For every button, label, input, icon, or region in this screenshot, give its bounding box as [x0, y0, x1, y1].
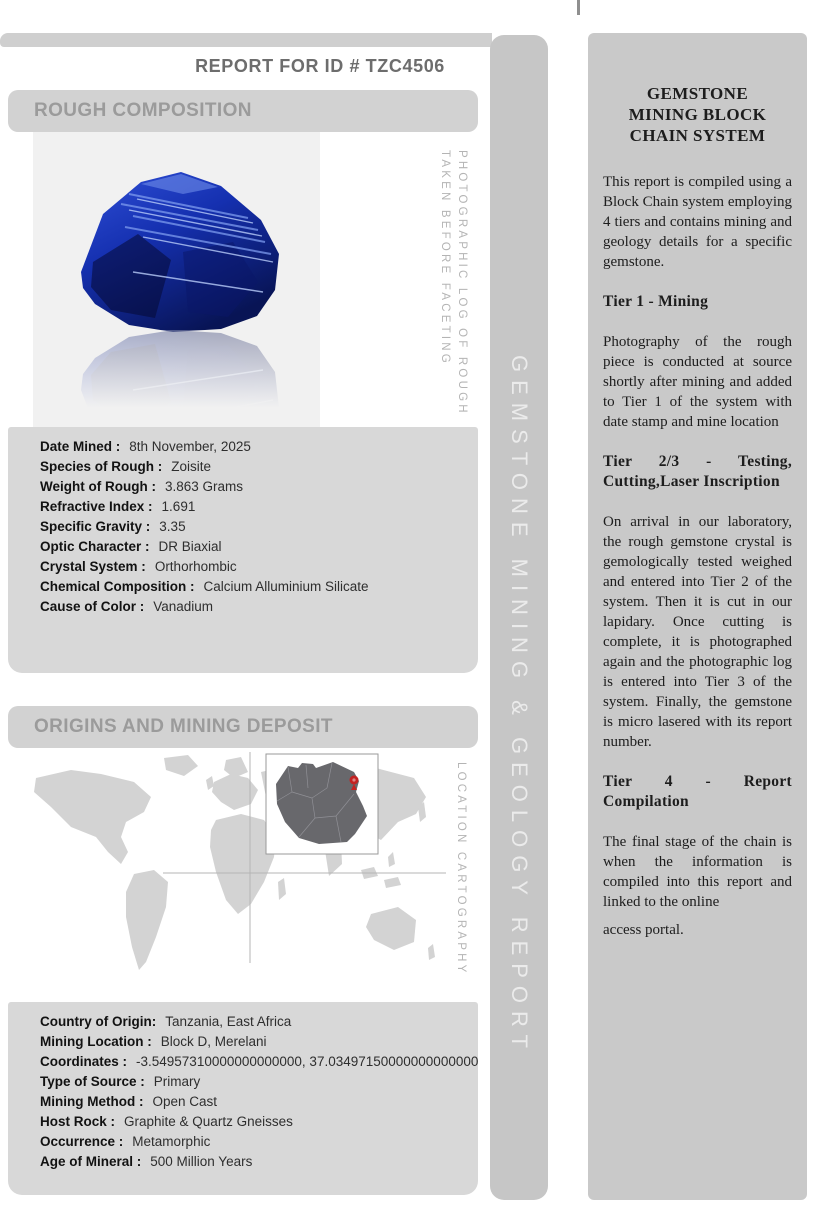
sidebar-section-body: On arrival in our laboratory, the rough gemstone crystal is gemologically tested weighed and entered into Tier 2 of the system. Then it is cut in our lapidary. Once cutting is complete, it is photographed again and the photographic log is entered into Tier 3 of the system. Finally, the gemstone is micro lasered with its report number. — [603, 514, 792, 750]
field-value: DR Biaxial — [158, 539, 222, 554]
field-value: Metamorphic — [132, 1134, 211, 1149]
photo-caption-line1: PHOTOGRAPHIC LOG OF ROUGH — [456, 150, 468, 416]
field-row — [40, 539, 478, 559]
field-label: Date Mined : — [40, 439, 121, 454]
field-value: 3.863 Grams — [164, 479, 244, 494]
field-label: Specific Gravity : — [40, 519, 151, 534]
sidebar-section-body: The final stage of the chain is when the information is compiled into this report and linked to the online — [603, 834, 792, 910]
field-row — [40, 499, 478, 519]
section-header-origins: ORIGINS AND MINING DEPOSIT — [8, 706, 478, 748]
field-row — [40, 1054, 478, 1074]
sidebar-section-heading: Tier 4 - Report Compilation — [603, 773, 792, 810]
rough-photo-area — [8, 132, 478, 427]
sidebar-title: GEMSTONE MINING BLOCK CHAIN SYSTEM — [628, 84, 767, 145]
field-row — [40, 479, 478, 499]
field-row — [40, 559, 478, 579]
sidebar-intro: This report is compiled using a Block Chain system employing 4 tiers and contains mining and geology details for a specific gemstone. — [603, 174, 792, 270]
sidebar-section — [603, 452, 792, 752]
field-label: Mining Location : — [40, 1034, 152, 1049]
field-label: Optic Character : — [40, 539, 150, 554]
field-row — [40, 519, 478, 539]
world-map — [26, 752, 446, 996]
origins-fields-list — [40, 1014, 478, 1174]
field-row — [40, 459, 478, 479]
sidebar-section — [603, 292, 792, 432]
tanzania-inset-map — [266, 754, 378, 854]
rough-fields-list — [40, 439, 478, 619]
field-value: Zoisite — [171, 459, 212, 474]
field-value: 8th November, 2025 — [129, 439, 251, 454]
map-caption-line: LOCATION CARTOGRAPHY — [455, 762, 467, 976]
field-value: 500 Million Years — [150, 1154, 253, 1169]
field-value: 3.35 — [159, 519, 186, 534]
field-label: Country of Origin: — [40, 1014, 157, 1029]
field-row — [40, 1094, 478, 1114]
section-header-rough-composition: ROUGH COMPOSITION — [8, 90, 478, 132]
field-label: Age of Mineral : — [40, 1154, 142, 1169]
location-map-area — [8, 750, 478, 1002]
page-title: REPORT FOR ID # TZC4506 — [195, 56, 445, 76]
sidebar-sections — [603, 292, 792, 940]
field-value: Open Cast — [152, 1094, 218, 1109]
vertical-banner-text: GEMSTONE MINING & GEOLOGY REPORT — [507, 355, 532, 1056]
sidebar-section-heading: Tier 2/3 - Testing, Cutting,Laser Inscription — [603, 453, 792, 490]
field-value: Vanadium — [153, 599, 214, 614]
field-row — [40, 1014, 478, 1034]
sidebar-section-heading: Tier 1 - Mining — [603, 293, 709, 310]
sidebar-section — [603, 772, 792, 940]
field-label: Cause of Color : — [40, 599, 145, 614]
vertical-banner-strip — [490, 35, 548, 1200]
field-value: Primary — [153, 1074, 201, 1089]
field-row — [40, 579, 478, 599]
field-label: Mining Method : — [40, 1094, 144, 1109]
field-row — [40, 599, 478, 619]
sidebar-section-body: Photography of the rough piece is conducted at source shortly after mining and added to Tier 1 of the system with date stamp and mine location — [603, 334, 792, 430]
map-caption-vertical — [452, 762, 469, 976]
field-value: -3.54957310000000000000, 37.03497150000000000000 — [136, 1054, 479, 1069]
sidebar-section-body-extra: access portal. — [603, 922, 684, 938]
field-value: 1.691 — [161, 499, 196, 514]
field-row — [40, 439, 478, 459]
field-label: Chemical Composition : — [40, 579, 195, 594]
photo-caption-vertical — [436, 150, 470, 416]
rough-composition-fields-panel — [8, 427, 478, 673]
field-value: Calcium Alluminium Silicate — [203, 579, 369, 594]
rough-gemstone-image — [33, 132, 320, 427]
field-value: Block D, Merelani — [160, 1034, 267, 1049]
origins-fields-panel — [8, 1002, 478, 1195]
field-value: Tanzania, East Africa — [165, 1014, 292, 1029]
field-label: Coordinates : — [40, 1054, 128, 1069]
blockchain-sidebar — [588, 33, 807, 1200]
field-label: Species of Rough : — [40, 459, 163, 474]
field-value: Orthorhombic — [154, 559, 237, 574]
field-label: Occurrence : — [40, 1134, 124, 1149]
top-decorative-bar — [0, 33, 492, 47]
field-row — [40, 1074, 478, 1094]
field-row — [40, 1114, 478, 1134]
field-label: Crystal System : — [40, 559, 146, 574]
field-row — [40, 1154, 478, 1174]
top-tick-mark — [577, 0, 580, 15]
field-value: Graphite & Quartz Gneisses — [124, 1114, 293, 1129]
gemstone-photo — [33, 132, 320, 427]
field-label: Weight of Rough : — [40, 479, 156, 494]
field-label: Host Rock : — [40, 1114, 116, 1129]
photo-caption-line2: TAKEN BEFORE FACETING — [439, 150, 451, 366]
field-row — [40, 1034, 478, 1054]
field-label: Type of Source : — [40, 1074, 145, 1089]
field-label: Refractive Index : — [40, 499, 153, 514]
field-row — [40, 1134, 478, 1154]
